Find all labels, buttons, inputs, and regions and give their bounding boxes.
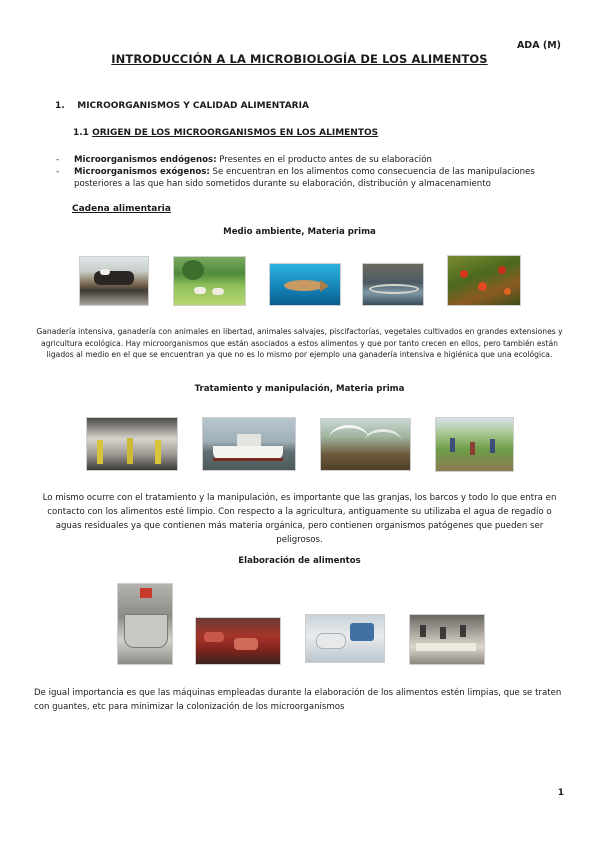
gloved-hands-photo bbox=[305, 614, 385, 663]
subsection-heading bbox=[73, 128, 378, 138]
sheep-pasture-photo bbox=[173, 256, 246, 306]
milking-machine-photo bbox=[86, 417, 178, 471]
block2-caption: Tratamiento y manipulación, Materia prima bbox=[194, 384, 405, 394]
fish-farm-photo bbox=[362, 263, 424, 306]
fishing-boat-photo bbox=[202, 417, 296, 471]
subsection-number: 1.1 bbox=[73, 128, 89, 138]
factory-line-photo bbox=[409, 614, 485, 665]
irrigation-photo bbox=[320, 418, 411, 471]
fish-underwater-photo bbox=[269, 263, 341, 306]
section-number: 1. bbox=[55, 101, 65, 111]
bullet-list bbox=[56, 154, 566, 190]
block1-caption: Medio ambiente, Materia prima bbox=[223, 227, 376, 237]
cows-feeding-photo bbox=[79, 256, 149, 306]
tomato-plants-photo bbox=[447, 255, 521, 306]
bullet-item bbox=[56, 166, 566, 190]
bullet-term: Microorganismos exógenos: bbox=[74, 167, 210, 177]
chain-heading: Cadena alimentaria bbox=[72, 204, 171, 214]
bullet-text: Se encuentran en los alimentos como consecuencia de las manipulaciones posteriores a las que han sido sometidos durante su elaboración, distribución y almacenamiento bbox=[74, 167, 535, 189]
block1-text: Ganadería intensiva, ganadería con animales en libertad, animales salvajes, piscifactorías, vegetales cultivados en grandes extensiones y agricultura ecológica. Hay microorganismos que están asociados a estos alimentos y que por tanto crecen en ellos, pero también están ligados al medio en el que se encuentran ya que no es lo mismo por ejemplo una ganadería intensiva e higiénica que una ecológica. bbox=[36, 327, 563, 359]
bullet-text: Presentes en el producto antes de su elaboración bbox=[216, 155, 432, 165]
field-workers-photo bbox=[435, 417, 514, 472]
author-tag: ADA (M) bbox=[516, 40, 561, 51]
subsection-title: ORIGEN DE LOS MICROORGANISMOS EN LOS ALIMENTOS bbox=[92, 128, 379, 138]
block3-caption: Elaboración de alimentos bbox=[238, 556, 361, 566]
block3-text: De igual importancia es que las máquinas empleadas durante la elaboración de los alimentos estén limpias, que se traten con guantes, etc para minimizar la colonización de los microorganismos bbox=[34, 688, 562, 712]
bullet-dash: - bbox=[56, 155, 60, 165]
steel-vat-photo bbox=[117, 583, 173, 665]
bullet-dash: - bbox=[56, 167, 60, 177]
page-number: 1 bbox=[557, 788, 564, 798]
section-title: MICROORGANISMOS Y CALIDAD ALIMENTARIA bbox=[77, 101, 309, 111]
meat-processing-photo bbox=[195, 617, 281, 665]
bullet-item bbox=[56, 154, 566, 166]
section-heading bbox=[55, 101, 309, 111]
bullet-term: Microorganismos endógenos: bbox=[74, 155, 217, 165]
document-title: INTRODUCCIÓN A LA MICROBIOLOGÍA DE LOS ALIMENTOS bbox=[111, 52, 488, 66]
block2-text: Lo mismo ocurre con el tratamiento y la manipulación, es importante que las granjas, los barcos y todo lo que entra en contacto con los alimentos esté limpio. Con respecto a la agricultura, antiguamente su utilizaba el agua de regadío o aguas residuales ya que contienen más materia orgánica, pero contienen organismos patógenes que pueden ser peligrosos. bbox=[42, 493, 557, 545]
